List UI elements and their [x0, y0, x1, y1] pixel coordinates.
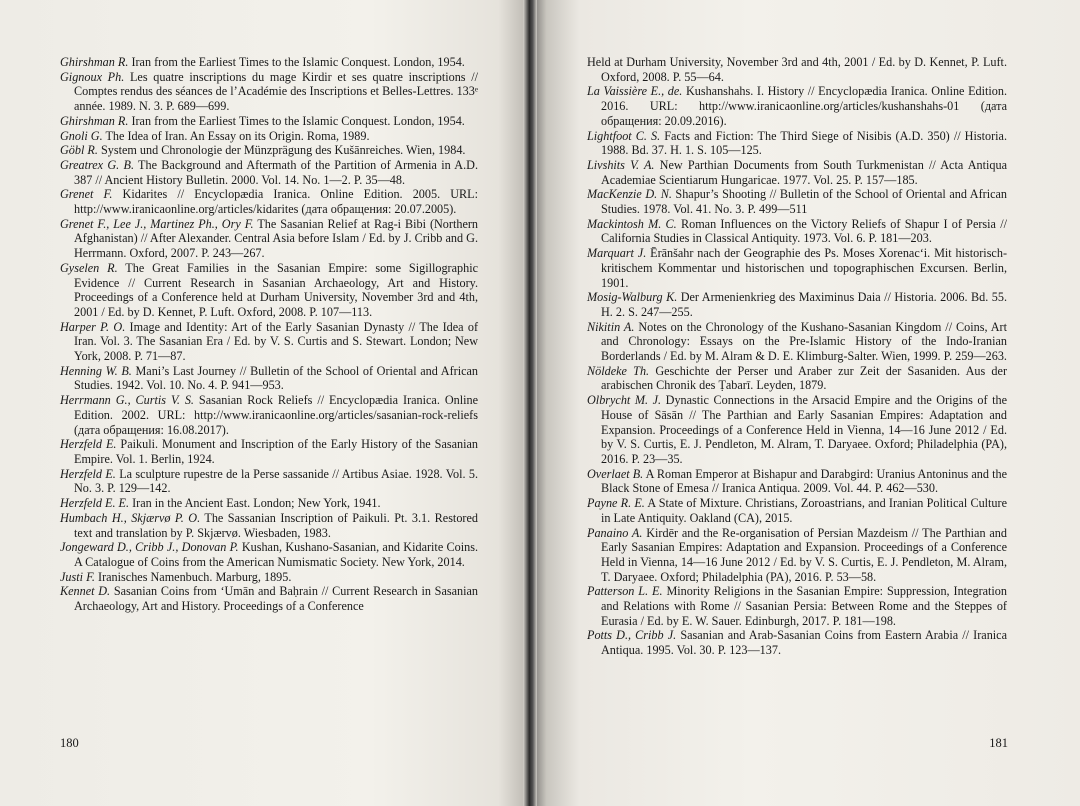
entry-author: Ghirshman R.	[60, 55, 129, 69]
entry-author: Mosig-Walburg K.	[587, 290, 678, 305]
entry-text: Image and Identity: Art of the Early Sasanian Dynasty // The Idea of Iran. Vol. 3. The Sasanian Era / Ed. by V. S. Curtis and S. Stewart. London; New York, 2008. P. 71—87.	[74, 319, 478, 364]
entry-author: Nöldeke Th.	[587, 363, 650, 378]
entry-text: Kirdēr and the Re-organisation of Persian Mazdeism // The Parthian and Early Sasanian Empires: Adaptation and Expansion. Proceedings of a Conference Held in Vienna, 14—16 June 2012 / Ed. by V. S. Curtis, E. J. Pendleton, M. Alram, T. Daryaee. Oxford; Philadelphia (PA), 2016. P. 53—58.	[601, 525, 1007, 584]
entry-text: Iranisches Namenbuch. Marburg, 1895.	[94, 569, 292, 584]
entry-author: Grenet F., Lee J., Martinez Ph., Ory F.	[60, 216, 254, 231]
entry-text: A State of Mixture. Christians, Zoroastrians, and Iranian Political Culture in Late Antiquity. Oakland (CA), 2015.	[601, 496, 1007, 525]
bibliography-entry	[60, 187, 478, 216]
bibliography-entry	[587, 55, 1007, 84]
entry-text: Iran from the Earliest Times to the Islamic Conquest. London, 1954.	[128, 55, 465, 69]
entry-text: Sasanian Rock Reliefs // Encyclopædia Iranica. Online Edition. 2002. URL: http://www.iranicaonline.org/articles/sasanian-rock-reliefs (дата обращения: 16.08.2017).	[74, 393, 478, 437]
bibliography-entry	[587, 393, 1007, 467]
page-number: 181	[989, 736, 1008, 750]
entry-text: The Idea of Iran. An Essay on its Origin. Roma, 1989.	[102, 128, 370, 143]
bibliography-entry	[60, 143, 478, 158]
entry-text: System und Chronologie der Münzprägung des Kušānreiches. Wien, 1984.	[97, 143, 466, 158]
entry-author: Payne R. E.	[587, 496, 645, 511]
bibliography-entry	[60, 114, 478, 129]
entry-text: Held at Durham University, November 3rd and 4th, 2001 / Ed. by D. Kennet, P. Luft. Oxford, 2008. P. 55—64.	[587, 55, 1007, 84]
entry-text: Facts and Fiction: The Third Siege of Nisibis (A.D. 350) // Historia. 1988. Bd. 37. H. 1. S. 105—125.	[601, 128, 1007, 158]
bibliography-entry	[587, 364, 1007, 393]
entry-author: MacKenzie D. N.	[587, 187, 672, 202]
entry-text: A Roman Emperor at Bishapur and Darabgird: Uranius Antoninus and the Black Stone of Emesa // Iranica Antiqua. 2009. Vol. 44. P. 462—530.	[601, 466, 1007, 496]
entry-author: Olbrycht M. J.	[587, 393, 662, 408]
bibliography-entry	[60, 437, 478, 466]
entry-text: Paikuli. Monument and Inscription of the Early History of the Sasanian Empire. Vol. 1. Berlin, 1924.	[74, 437, 479, 466]
bibliography-list	[587, 55, 1007, 658]
entry-text: The Sassanian Inscription of Paikuli. Pt. 3.1. Restored text and translation by P. Skjærvø. Wiesbaden, 1983.	[74, 510, 478, 540]
bibliography-entry	[587, 496, 1007, 525]
entry-author: Gignoux Ph.	[60, 69, 125, 84]
entry-author: Panaino A.	[587, 525, 643, 540]
entry-author: Herzfeld E.	[60, 437, 117, 452]
entry-author: Potts D., Cribb J.	[587, 628, 677, 643]
entry-text: Roman Influences on the Victory Reliefs of Shapur I of Persia // California Studies in Classical Antiquity. 1973. Vol. 6. P. 181—203.	[601, 216, 1007, 246]
entry-text: Les quatre inscriptions du mage Kirdir et ses quatre inscriptions // Comptes rendus des séances de l’Académie des Inscriptions et Belles-Lettres. 133ᵉ année. 1989. N. 3. P. 689—699.	[74, 69, 479, 114]
entry-text: The Sasanian Relief at Rag-i Bibi (Northern Afghanistan) // After Alexander. Central Asia before Islam / Ed. by J. Cribb and G. Herrmann. Oxford, 2007. P. 243—267.	[74, 216, 478, 261]
entry-text: Iran from the Earliest Times to the Islamic Conquest. London, 1954.	[128, 113, 465, 128]
entry-text: The Great Families in the Sasanian Empire: some Sigillographic Evidence // Current Research in Sasanian Archaeology, Art and History. Proceedings of a Conference held at Durham University, November 3rd and 4th, 2001 / Ed. by D. Kennet, P. Luft. Oxford, 2008. P. 107—113.	[74, 260, 478, 319]
entry-author: Göbl R.	[60, 143, 98, 158]
entry-author: Grenet F.	[60, 187, 113, 202]
bibliography-entry	[587, 320, 1007, 364]
entry-author: Nikitin A.	[587, 319, 635, 334]
entry-text: Mani’s Last Journey // Bulletin of the School of Oriental and African Studies. 1942. Vol. 10. No. 4. P. 941—953.	[74, 363, 478, 393]
bibliography-entry	[587, 158, 1007, 187]
bibliography-entry	[60, 261, 478, 320]
entry-text: Dynastic Connections in the Arsacid Empire and the Origins of the House of Sāsān // The Parthian and Early Sasanian Empires: Adaptation and Expansion. Proceedings of a Conference Held in Vienna, 14—16 June 2012 / Ed. by V. S. Curtis, E. J. Pendleton, M. Alram, T. Daryaee. Oxford; Philadelphia (PA), 2016. P. 23—35.	[601, 393, 1007, 466]
entry-text: Ērānšahr nach der Geographie des Ps. Moses Xorenac‘i. Mit historisch-kritischem Kommentar und historischen und topographischen Excursen. Berlin, 1901.	[601, 246, 1007, 290]
bibliography-entry	[60, 55, 478, 70]
entry-text: La sculpture rupestre de la Perse sassanide // Artibus Asiae. 1928. Vol. 5. No. 3. P. 129—142.	[74, 466, 479, 496]
entry-author: Jongeward D., Cribb J., Donovan P.	[60, 540, 239, 555]
entry-author: Kennet D.	[60, 584, 111, 599]
bibliography-entry	[587, 246, 1007, 290]
entry-text: The Background and Aftermath of the Partition of Armenia in A.D. 387 // Ancient History Bulletin. 2000. Vol. 14. No. 1—2. P. 35—48.	[74, 157, 478, 187]
entry-author: Henning W. B.	[60, 363, 132, 378]
book-gutter	[523, 0, 537, 806]
bibliography-entry	[60, 540, 478, 569]
bibliography-entry	[587, 526, 1007, 585]
entry-author: La Vaissière E., de.	[587, 84, 683, 99]
bibliography-entry	[60, 320, 478, 364]
bibliography-entry	[587, 129, 1007, 158]
entry-author: Harper P. O.	[60, 319, 126, 334]
entry-text: Sasanian Coins from ‘Umān and Baḥrain // Current Research in Sasanian Archaeology, Art and History. Proceedings of a Conference	[74, 584, 478, 614]
entry-text: Kushanshahs. I. History // Encyclopædia Iranica. Online Edition. 2016. URL: http://www.iranicaonline.org/articles/kushanshahs-01 (дата обращения: 20.09.2016).	[601, 84, 1008, 128]
bibliography-entry	[587, 217, 1007, 246]
bibliography-entry	[60, 570, 478, 585]
bibliography-entry	[60, 584, 478, 613]
entry-text: Kushan, Kushano-Sasanian, and Kidarite Coins. A Catalogue of Coins from the American Numismatic Society. New York, 2014.	[74, 540, 478, 569]
entry-author: Marquart J.	[587, 246, 647, 261]
entry-text: Notes on the Chronology of the Kushano-Sasanian Kingdom // Coins, Art and Chronology: Essays on the Pre-Islamic History of the Indo-Iranian Borderlands / Ed. by M. Alram & D. E. Klimburg-Salter. Wien, 1999. P. 259—263.	[601, 319, 1008, 364]
entry-text: Minority Religions in the Sasanian Empire: Suppression, Integration and Relations with Rome // Sasanian Persia: Between Rome and the Steppes of Eurasia / Ed. by E. W. Sauer. Edinburgh, 2017. P. 181—198.	[601, 584, 1007, 628]
entry-author: Overlaet B.	[587, 466, 644, 481]
entry-author: Herzfeld E.	[60, 466, 116, 481]
entry-author: Herzfeld E. E.	[60, 496, 130, 511]
bibliography-entry	[60, 511, 478, 540]
entry-author: Herrmann G., Curtis V. S.	[60, 393, 194, 408]
bibliography-entry	[60, 129, 478, 144]
entry-text: Kidarites // Encyclopædia Iranica. Online Edition. 2005. URL: http://www.iranicaonline.org/articles/kidarites (дата обращения: 20.07.2005).	[74, 187, 478, 217]
entry-text: Sasanian and Arab-Sasanian Coins from Eastern Arabia // Iranica Antiqua. 1995. Vol. 30. P. 123—137.	[601, 628, 1007, 658]
page-number: 180	[60, 736, 79, 750]
entry-text: New Parthian Documents from South Turkmenistan // Acta Antiqua Academiae Scientiarum Hungaricae. 1977. Vol. 25. P. 157—185.	[601, 157, 1008, 187]
entry-author: Justi F.	[60, 569, 95, 584]
right-page	[530, 0, 1080, 806]
entry-text: Der Armenienkrieg des Maximinus Daia // Historia. 2006. Bd. 55. H. 2. S. 247—255.	[601, 290, 1007, 319]
bibliography-entry	[587, 467, 1007, 496]
entry-text: Geschichte der Perser und Araber zur Zeit der Sasaniden. Aus der arabischen Chronik des Ṭabarī. Leyden, 1879.	[601, 363, 1007, 393]
entry-author: Greatrex G. B.	[60, 157, 134, 172]
bibliography-entry	[587, 187, 1007, 216]
bibliography-entry	[60, 364, 478, 393]
entry-author: Lightfoot C. S.	[587, 128, 661, 143]
entry-author: Humbach H., Skjærvø P. O.	[60, 510, 201, 525]
bibliography-entry	[60, 467, 478, 496]
entry-author: Patterson L. E.	[587, 584, 663, 599]
bibliography-entry	[587, 84, 1007, 128]
bibliography-entry	[60, 393, 478, 437]
entry-author: Livshits V. A.	[587, 157, 655, 172]
entry-text: Shapur’s Shooting // Bulletin of the School of Oriental and African Studies. 1978. Vol. 41. No. 3. P. 499—511	[601, 187, 1007, 217]
entry-author: Ghirshman R.	[60, 113, 129, 128]
bibliography-entry	[587, 584, 1007, 628]
bibliography-entry	[60, 158, 478, 187]
bibliography-entry	[587, 290, 1007, 319]
bibliography-entry	[60, 217, 478, 261]
bibliography-list	[60, 55, 478, 614]
entry-author: Mackintosh M. C.	[587, 216, 677, 231]
left-page	[0, 0, 530, 806]
entry-author: Gyselen R.	[60, 260, 118, 275]
bibliography-entry	[60, 70, 478, 114]
entry-author: Gnoli G.	[60, 128, 103, 143]
entry-text: Iran in the Ancient East. London; New York, 1941.	[129, 496, 381, 511]
bibliography-entry	[587, 628, 1007, 657]
bibliography-entry	[60, 496, 478, 511]
